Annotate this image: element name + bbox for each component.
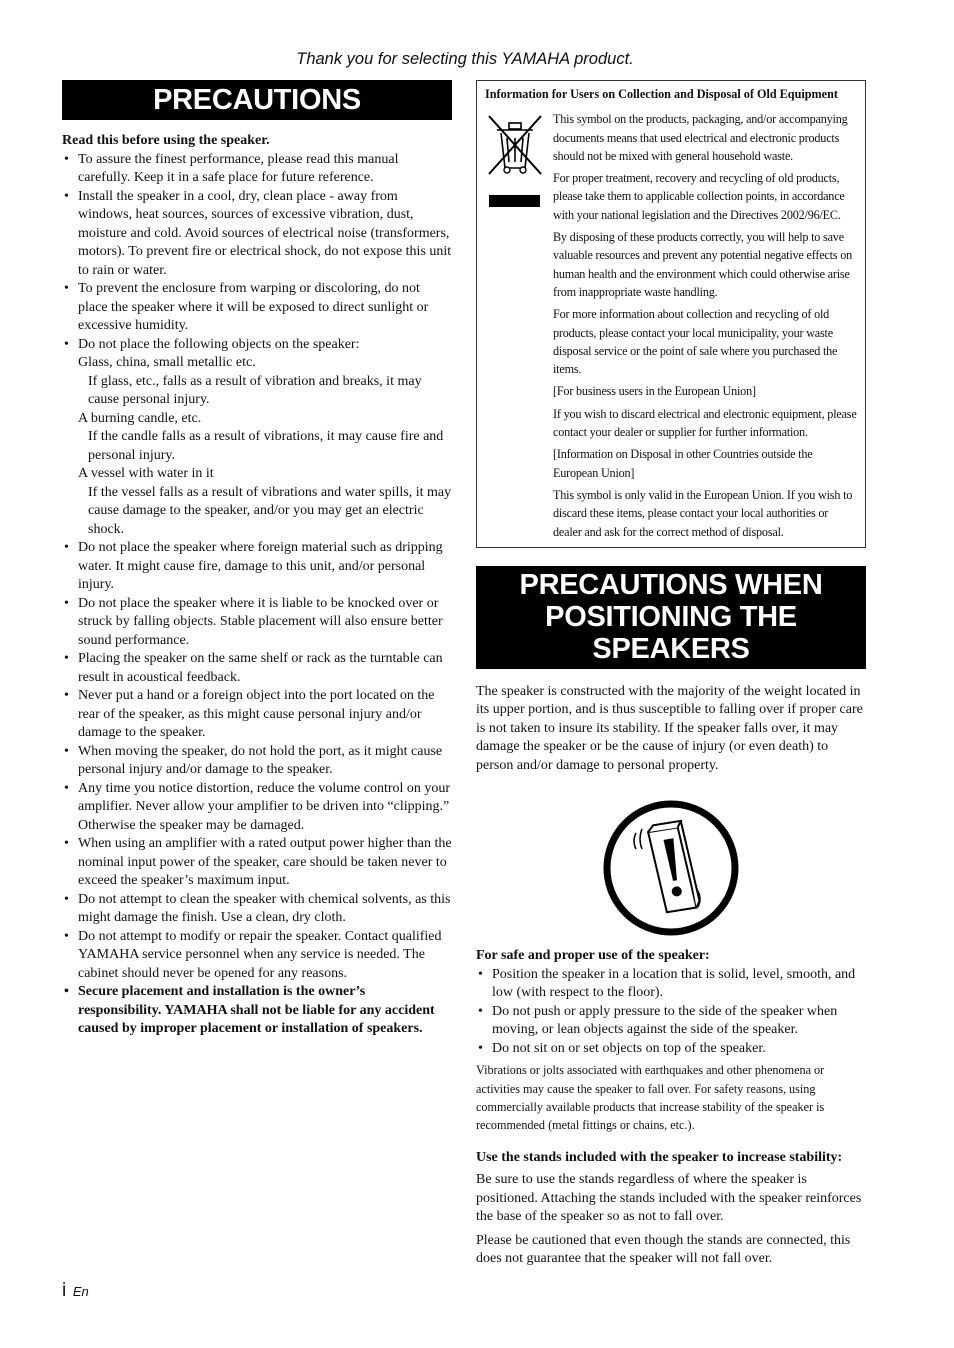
positioning-title-line2: POSITIONING THE SPEAKERS — [545, 600, 797, 665]
list-item: • Secure placement and installation is the owner’s responsibility. YAMAHA shall not be liable for any accident caused by improper placement or installation of speakers. — [62, 983, 452, 1039]
list-item: • Any time you notice distortion, reduce the volume control on your amplifier. Never allow your amplifier to be driven into “clipping.” Otherwise the speaker may be damaged. — [62, 780, 452, 836]
list-item: • Do not place the speaker where foreign material such as dripping water. It might cause fire, damage to this unit, and/or personal injury. — [62, 539, 452, 595]
object-candle-note: If the candle falls as a result of vibrations, it may cause fire and personal injury. — [88, 429, 444, 463]
crossed-out-wheelie-bin-icon — [485, 110, 545, 541]
weee-p1: This symbol on the products, packaging, and/or accompanying documents means that used electrical and electronic products should not be mixed with general household waste. — [553, 112, 848, 163]
weee-p2: For proper treatment, recovery and recycling of old products, please take them to applicable collection points, in accordance with your national legislation and the Directives 2002/96/EC. — [553, 171, 845, 222]
precautions-intro: Read this before using the speaker. — [62, 133, 270, 148]
list-item: • Placing the speaker on the same shelf or rack as the turntable can result in acoustical feedback. — [62, 650, 452, 687]
precautions-column — [62, 80, 452, 1039]
list-item: • Do not attempt to modify or repair the speaker. Contact qualified YAMAHA service personnel when any service is needed. The cabinet should never be opened for any reasons. — [62, 928, 452, 984]
object-candle: A burning candle, etc. — [78, 410, 202, 426]
list-item: • Do not attempt to clean the speaker with chemical solvents, as this might damage the finish. Use a clean, dry cloth. — [62, 891, 452, 928]
language-tag: En — [72, 1284, 89, 1299]
safe-use-heading: For safe and proper use of the speaker: — [476, 948, 710, 964]
page-number: i — [62, 1280, 67, 1301]
list-item: • Do not place the following objects on the speaker: Glass, china, small metallic etc. If glass, etc., falls as a result of vibration and breaks, it may cause personal injury. A burning candle, etc. If the candle falls as a result of vibrations, it may cause fire and personal injury. A vessel with water in it If the vessel falls as a result of vibrations and water spills, it may cause damage to the speaker, and/or you may get an electric shock. — [62, 336, 452, 540]
positioning-title-line1: PRECAUTIONS WHEN — [519, 568, 823, 601]
falling-speaker-warning-icon — [476, 799, 866, 937]
weee-p8: This symbol is only valid in the European Union. If you wish to discard these items, please contact your local authorities or dealer and ask for the correct method of disposal. — [553, 487, 853, 539]
precautions-list — [62, 151, 452, 1039]
object-glass: Glass, china, small metallic etc. — [78, 355, 256, 370]
list-item: • Do not push or apply pressure to the side of the speaker when moving, or lean objects against the side of the speaker. — [476, 1003, 866, 1040]
safe-use-list — [476, 966, 866, 1059]
object-vessel: A vessel with water in it — [78, 466, 214, 481]
list-item: • Install the speaker in a cool, dry, clean place - away from windows, heat sources, sources of excessive vibration, dust, moisture and cold. Avoid sources of electrical noise (transformers, motors). To prevent fire or electrical shock, do not expose this unit to rain or water. — [62, 188, 452, 281]
weee-p5: [For business users in the European Union] — [553, 384, 756, 399]
list-item: • Position the speaker in a location that is solid, level, smooth, and low (with respect to the floor). — [476, 966, 866, 1003]
positioning-intro: The speaker is constructed with the majority of the weight located in its upper portion, and is thus susceptible to falling over if proper care is not taken to insure its stability. If the speaker falls over, it may damage the speaker or be the cause of injury (or even death) to person and/or damage to personal property. — [476, 683, 863, 773]
weee-title: Information for Users on Collection and Disposal of Old Equipment — [485, 87, 838, 101]
page-footer — [62, 1280, 89, 1302]
object-glass-note: If glass, etc., falls as a result of vibration and breaks, it may cause personal injury. — [88, 373, 422, 407]
stands-paragraph-1: Be sure to use the stands regardless of where the speaker is positioned. Attaching the stands included with the speaker reinforces the base of the speaker so as not to fall over. — [476, 1172, 862, 1225]
vibration-note: Vibrations or jolts associated with earthquakes and other phenomena or activities may cause the speaker to fall over. For safety reasons, using commercially available products that increase stability of the speaker is recommended (metal fittings or chains, etc.). — [476, 1063, 825, 1133]
stands-paragraph-2: Please be cautioned that even though the stands are connected, this does not guarantee that the speaker will not fall over. — [476, 1232, 851, 1267]
weee-p3: By disposing of these products correctly, you will help to save valuable resources and prevent any potential negative effects on human health and the environment which could otherwise arise from inappropriate waste handling. — [553, 230, 852, 299]
weee-p7: [Information on Disposal in other Countries outside the European Union] — [553, 447, 813, 480]
positioning-title — [476, 566, 866, 669]
weee-p4: For more information about collection and recycling of old products, please contact your local municipality, your waste disposal service or the point of sale where you purchased the items. — [553, 307, 838, 377]
list-item: • Never put a hand or a foreign object into the port located on the rear of the speaker, as this might cause personal injury and/or damage to the speaker. — [62, 687, 452, 743]
list-item: • To assure the finest performance, please read this manual carefully. Keep it in a safe place for future reference. — [62, 151, 452, 188]
list-item: • Do not sit on or set objects on top of the speaker. — [476, 1040, 866, 1059]
weee-bar-icon — [489, 195, 540, 207]
list-item: • To prevent the enclosure from warping or discoloring, do not place the speaker where it will be exposed to direct sunlight or excessive humidity. — [62, 280, 452, 336]
list-item: • When using an amplifier with a rated output power higher than the nominal input power of the speaker, care should be taken never to exceed the speaker’s maximum input. — [62, 835, 452, 891]
list-item: • When moving the speaker, do not hold the port, as it might cause personal injury and/or damage to the speaker. — [62, 743, 452, 780]
object-vessel-note: If the vessel falls as a result of vibrations and water spills, it may cause damage to the speaker, and/or you may get an electric shock. — [88, 484, 452, 537]
stands-heading: Use the stands included with the speaker to increase stability: — [476, 1149, 843, 1165]
weee-p6: If you wish to discard electrical and electronic equipment, please contact your dealer or supplier for further information. — [553, 406, 857, 440]
precautions-title: PRECAUTIONS — [62, 80, 452, 120]
thanks-line: Thank you for selecting this YAMAHA product. — [296, 50, 634, 68]
right-column — [476, 80, 866, 1274]
list-item: • Do not place the speaker where it is liable to be knocked over or struck by falling objects. Stable placement will also ensure better sound performance. — [62, 595, 452, 651]
weee-info-box — [476, 80, 866, 548]
